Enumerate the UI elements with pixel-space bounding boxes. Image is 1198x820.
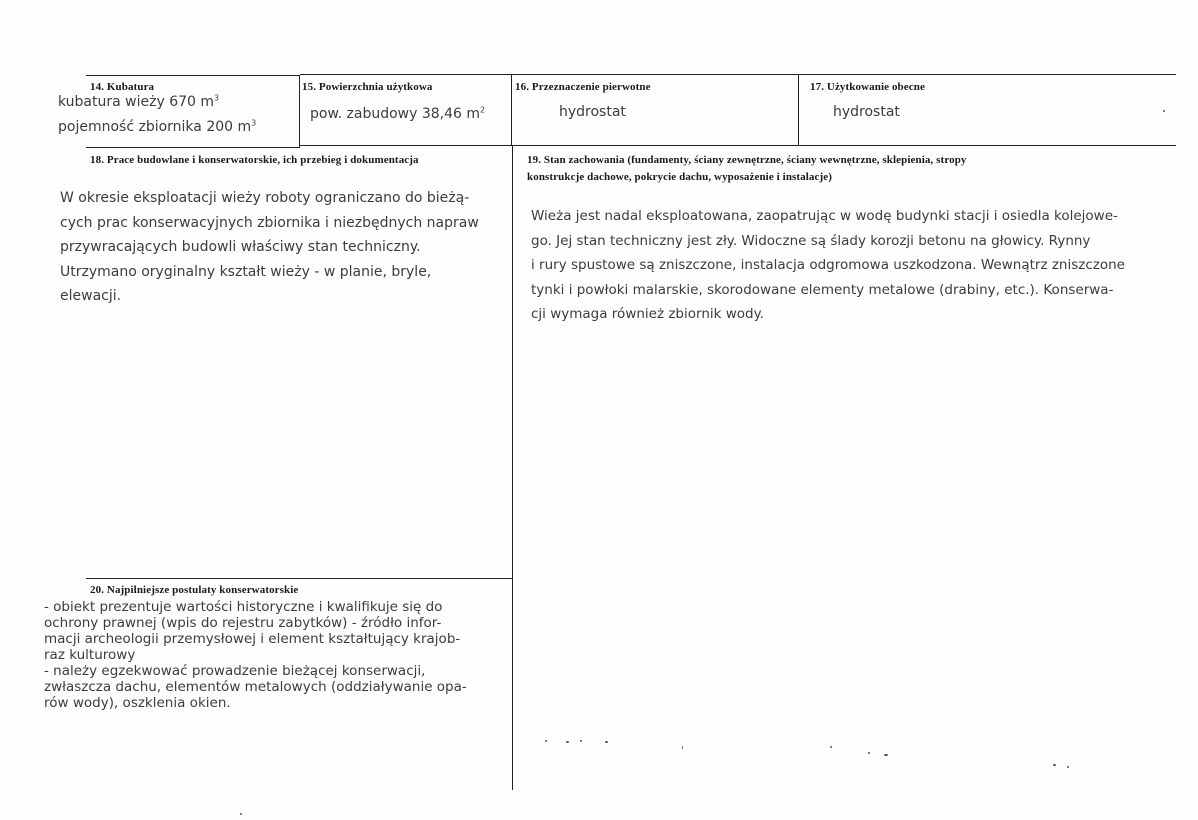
- field18-line: Utrzymano oryginalny kształt wieży - w planie, bryle,: [60, 263, 432, 280]
- field16-value: hydrostat: [559, 104, 626, 120]
- divider-16-17: [798, 75, 799, 145]
- field19-line: tynki i powłoki malarskie, skorodowane elementy metalowe (drabiny, etc.). Konserwa-: [531, 281, 1114, 298]
- field14-volume-line: [58, 94, 219, 110]
- field18-header: 18. Prace budowlane i konserwatorskie, ich przebieg i dokumentacja: [90, 154, 419, 166]
- field19-line: i rury spustowe są zniszczone, instalacja odgromowa uszkodzona. Wewnątrz zniszczone: [531, 257, 1125, 273]
- field19-line: cji wymaga również zbiornik wody.: [531, 306, 764, 322]
- field17-header: 17. Użytkowanie obecne: [810, 81, 925, 93]
- scan-speck: [580, 740, 582, 742]
- field18-line: cych prac konserwacyjnych zbiornika i niezbędnych napraw: [60, 214, 479, 231]
- top-rule-left: [86, 75, 300, 76]
- scan-speck: [566, 741, 569, 743]
- field19-line: go. Jej stan techniczny jest zły. Widoczne są ślady korozji betonu na głowicy. Rynny: [531, 232, 1091, 249]
- top-rule-right: [300, 74, 1176, 75]
- field19-header-line1: 19. Stan zachowania (fundamenty, ściany zewnętrzne, ściany wewnętrzne, sklepienia, stropy: [527, 154, 967, 166]
- scan-speck: [884, 754, 888, 756]
- field15-area-unit-exp: 2: [480, 105, 486, 115]
- field18-line: elewacji.: [60, 288, 122, 304]
- scan-speck: [545, 740, 547, 742]
- field14-capacity-unit-exp: 3: [251, 118, 257, 128]
- field14-volume-text: kubatura wieży 670 m: [58, 94, 215, 110]
- field15-header: 15. Powierzchnia użytkowa: [302, 81, 433, 93]
- field17-value: hydrostat: [833, 104, 900, 120]
- field20-header: 20. Najpilniejsze postulaty konserwatorskie: [90, 584, 299, 596]
- row1-bottom-rule-right: [300, 145, 1176, 146]
- field19-header-line2: konstrukcje dachowe, pokrycie dachu, wyposażenie i instalacje): [527, 171, 833, 183]
- field14-header: 14. Kubatura: [90, 81, 155, 93]
- field16-header: 16. Przeznaczenie pierwotne: [515, 81, 651, 93]
- scan-speck: [1163, 110, 1165, 112]
- scan-speck: [240, 813, 242, 815]
- scan-speck: [605, 741, 608, 743]
- main-column-divider: [512, 146, 513, 790]
- divider-15-16: [511, 75, 512, 145]
- field14-capacity-text: pojemność zbiornika 200 m: [58, 119, 252, 135]
- field15-area-line: [310, 106, 485, 122]
- field15-area-text: pow. zabudowy 38,46 m: [310, 106, 481, 122]
- scan-speck: [682, 746, 683, 749]
- field20-text: [44, 599, 467, 711]
- field20-line: rów wody), oszklenia okien.: [44, 695, 231, 711]
- field18-line: W okresie eksploatacji wieży roboty ograniczano do bieżą-: [60, 190, 470, 206]
- scan-speck: [1053, 764, 1056, 766]
- scan-speck: [868, 752, 870, 754]
- field14-volume-unit-exp: 3: [214, 93, 220, 103]
- field20-line: ochrony prawnej (wpis do rejestru zabytków) - źródło infor-: [44, 615, 442, 631]
- field20-line: - obiekt prezentuje wartości historyczne i kwalifikuje się do: [44, 599, 443, 615]
- field20-line: - należy egzekwować prowadzenie bieżącej konserwacji,: [44, 663, 426, 679]
- scan-speck: [830, 746, 832, 748]
- field14-capacity-line: [58, 119, 256, 135]
- field20-line: zwłaszcza dachu, elementów metalowych (oddziaływanie opa-: [44, 679, 467, 695]
- field19-line: Wieża jest nadal eksploatowana, zaopatrując w wodę budynki stacji i osiedla kolejowe-: [531, 208, 1118, 224]
- field18-line: przywracających budowli właściwy stan techniczny.: [60, 239, 421, 255]
- field19-text: [531, 204, 1125, 327]
- field18-text: [60, 186, 479, 309]
- scan-speck: [1067, 766, 1069, 768]
- field20-line: macji archeologii przemysłowej i element kształtujący krajob-: [44, 631, 461, 647]
- section20-top-rule: [86, 578, 512, 579]
- divider-14-15: [299, 75, 300, 147]
- field20-line: raz kulturowy: [44, 647, 136, 663]
- row1-bottom-rule-left: [86, 147, 300, 148]
